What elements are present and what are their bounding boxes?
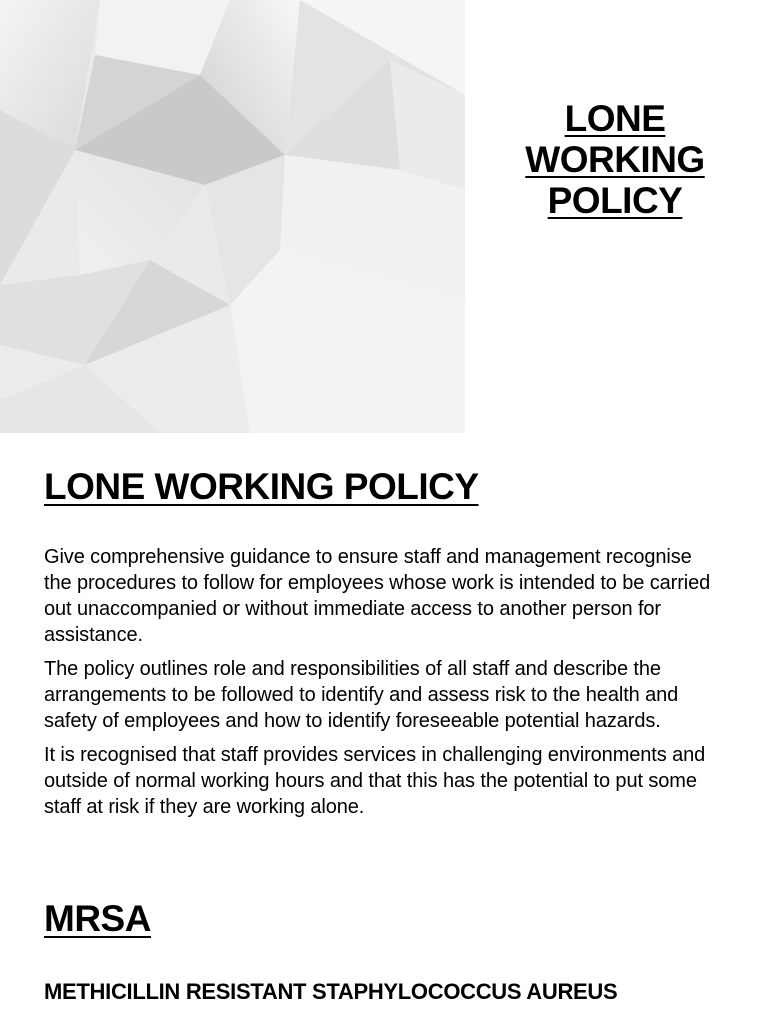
cover-title [505, 98, 725, 221]
paragraph: Give comprehensive guidance to ensure staff and management recognise the procedures to follow for employees whose work is intended to be carried out unaccompanied or without immediate access to another person for assistance. [44, 546, 711, 646]
policy-body [44, 544, 724, 828]
cover-title-line-3: POLICY [547, 180, 683, 221]
section-heading-mrsa: MRSA [44, 898, 151, 939]
cover-image [0, 0, 465, 433]
paragraph: It is recognised that staff provides services in challenging environments and outside of normal working hours and that this has the potential to put some staff at risk if they are working alone. [44, 744, 706, 818]
paragraph: The policy outlines role and responsibilities of all staff and describe the arrangements to be followed to identify and assess risk to the health and safety of employees and how to identify foreseeable potential hazards. [44, 658, 679, 732]
geometric-pattern [0, 0, 465, 433]
cover-title-line-1: LONE [564, 98, 666, 139]
mrsa-subheading: METHICILLIN RESISTANT STAPHYLOCOCCUS AUREUS [44, 979, 618, 1004]
section-heading-lone-working: LONE WORKING POLICY [44, 466, 479, 507]
cover-title-line-2: WORKING [525, 139, 705, 180]
